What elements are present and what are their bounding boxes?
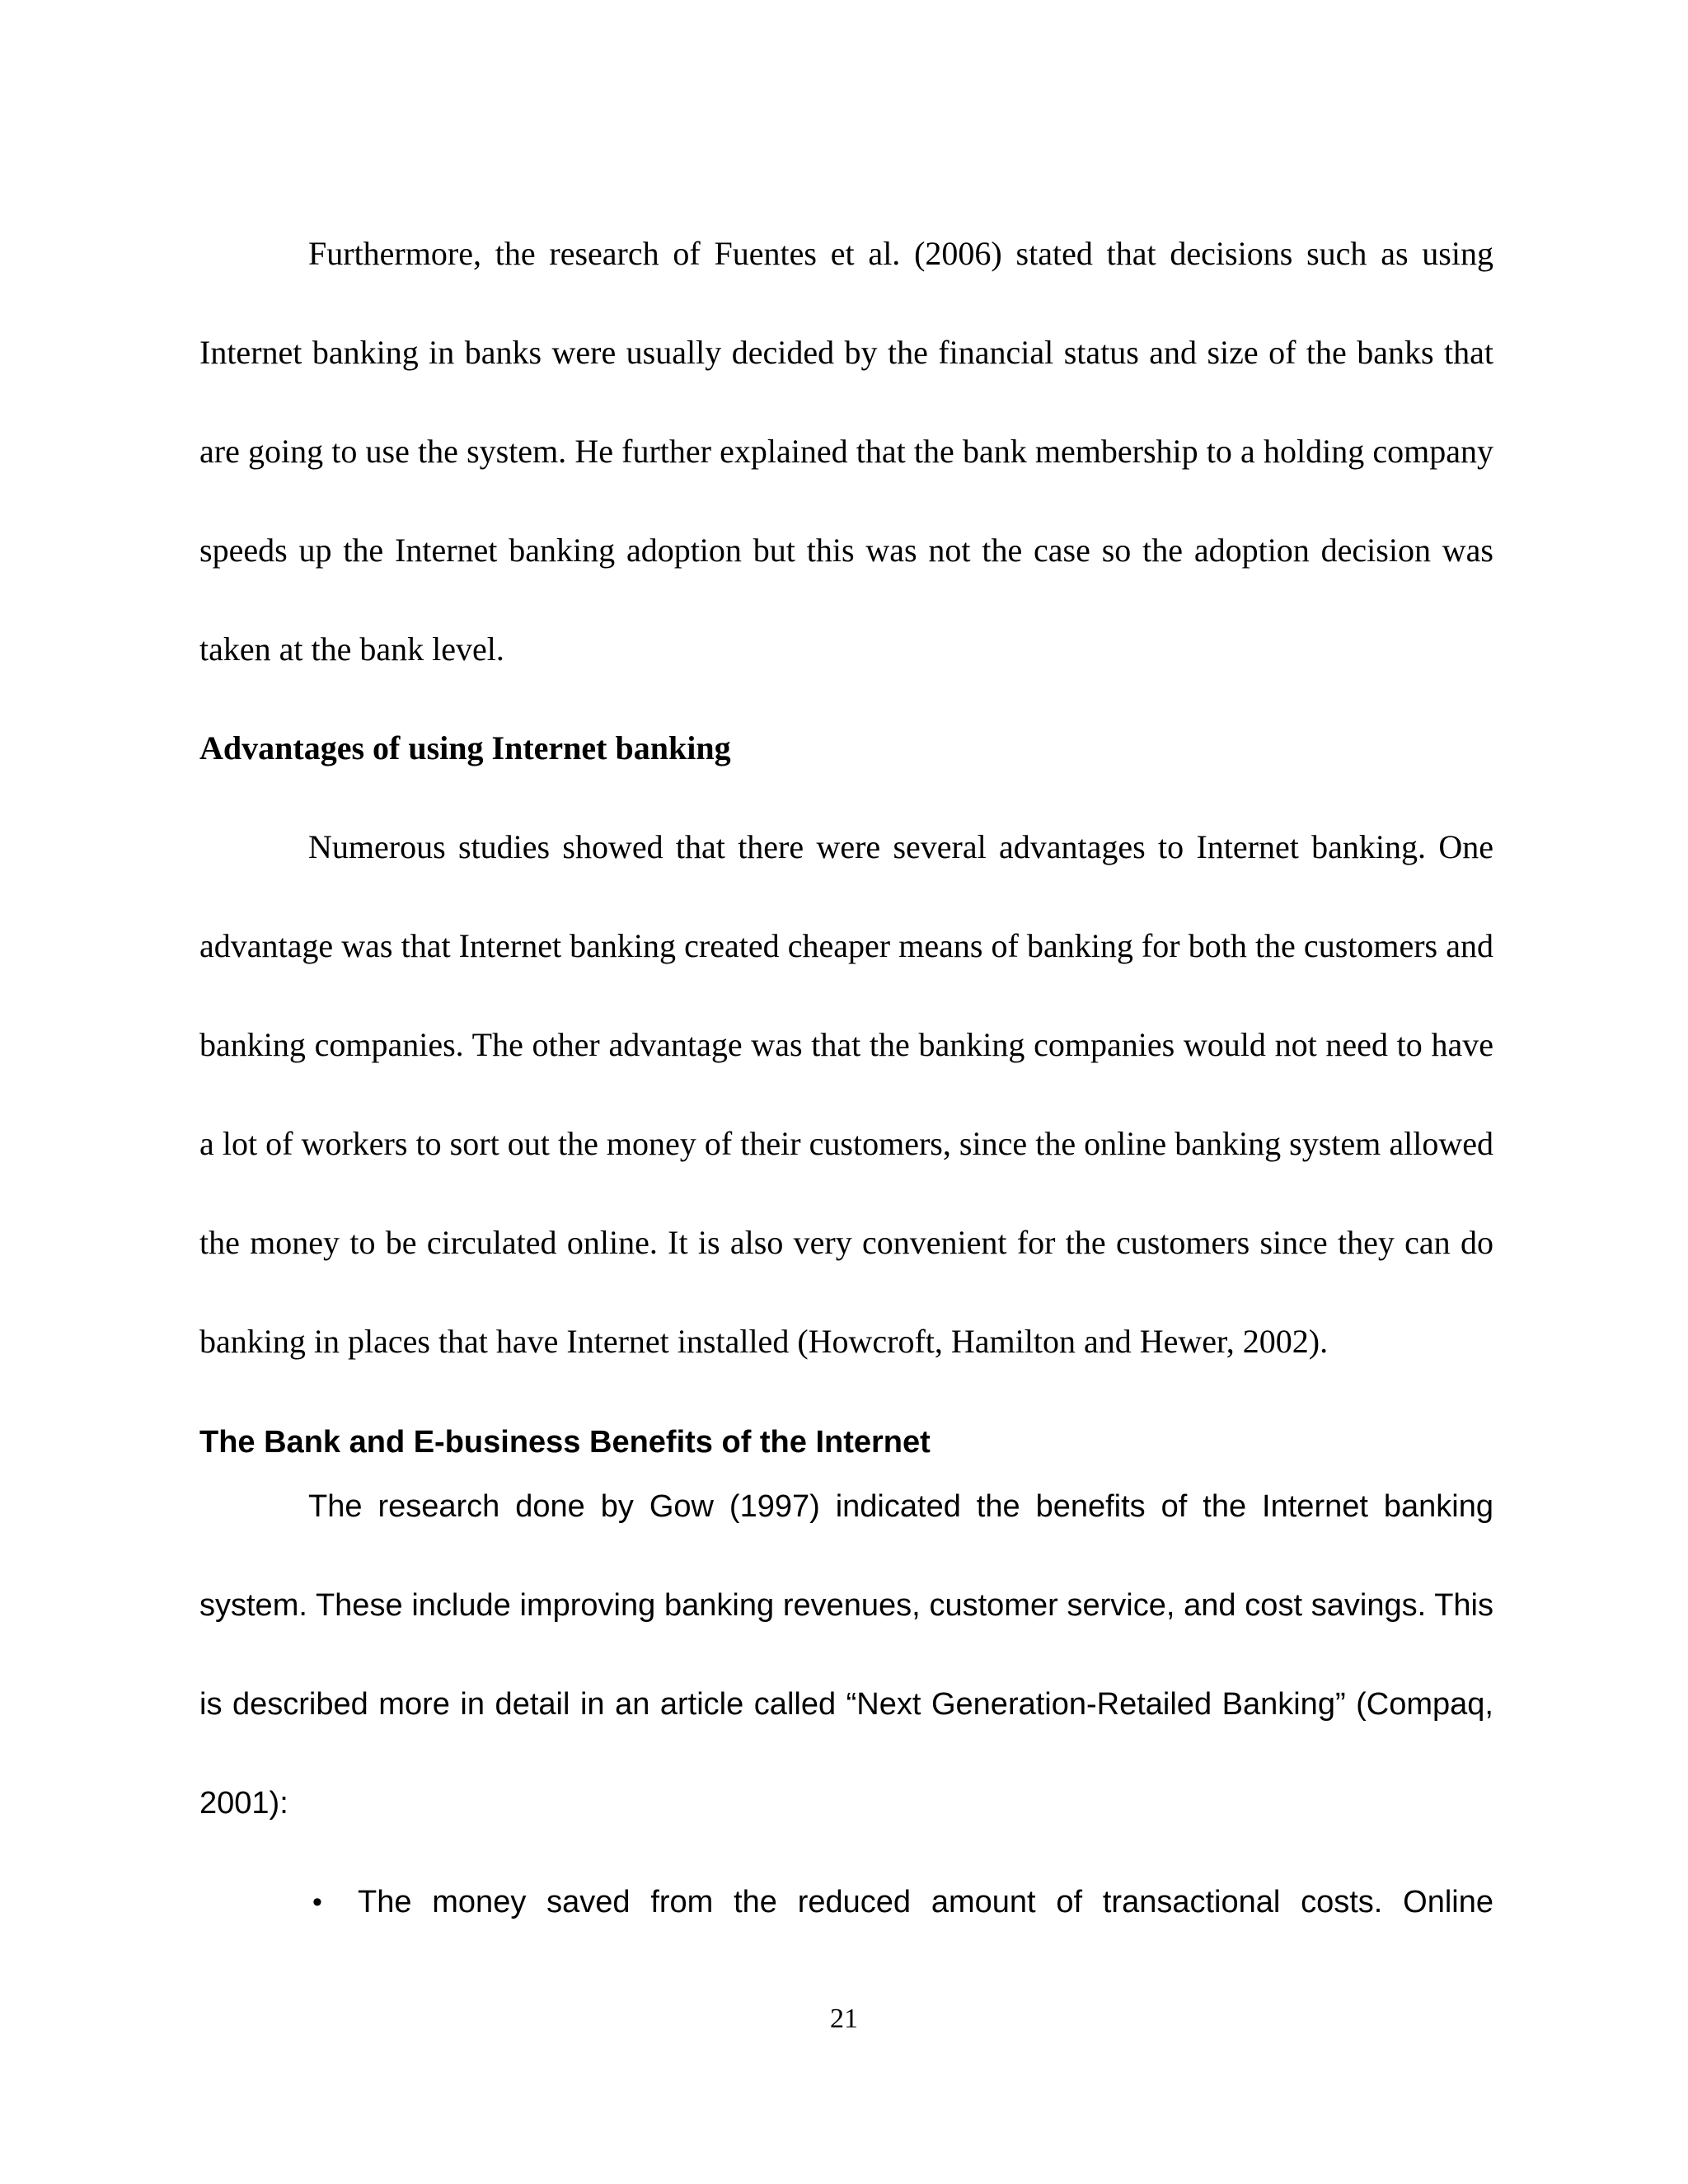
bullet-icon: • — [312, 1886, 322, 1918]
page-content — [199, 204, 1493, 1952]
list-item — [199, 1853, 1493, 1952]
list-item-text: The money saved from the reduced amount of transactional costs. Online — [358, 1885, 1493, 1919]
benefits-paragraph: The research done by Gow (1997) indicated the benefits of the Internet banking system. These include improving banking revenues, customer service, and cost savings. This is described more in detail in an article called “Next Generation-Retailed Banking” (Compaq, 2001): — [199, 1489, 1493, 1821]
advantages-paragraph: Numerous studies showed that there were several advantages to Internet banking. One advantage was that Internet banking created cheaper means of banking for both the customers and banking companies. The other advantage was that the banking companies would not need to have a lot of workers to sort out the money of their customers, since the online banking system allowed the money to be circulated online. It is also very convenient for the customers since they can do banking in places that have Internet installed (Howcroft, Hamilton and Hewer, 2002). — [199, 828, 1493, 1360]
benefits-list — [199, 1853, 1493, 1952]
section-heading-advantages: Advantages of using Internet banking — [199, 729, 731, 766]
page-number: 21 — [830, 2004, 858, 2034]
section-heading-benefits: The Bank and E-business Benefits of the Internet — [199, 1425, 931, 1460]
intro-paragraph: Furthermore, the research of Fuentes et al. (2006) stated that decisions such as using Internet banking in banks were usually decided by the financial status and size of the banks that are going to use the system. He further explained that the bank membership to a holding company speeds up the Internet banking adoption but this was not the case so the adoption decision was taken at the bank level. — [199, 235, 1493, 668]
